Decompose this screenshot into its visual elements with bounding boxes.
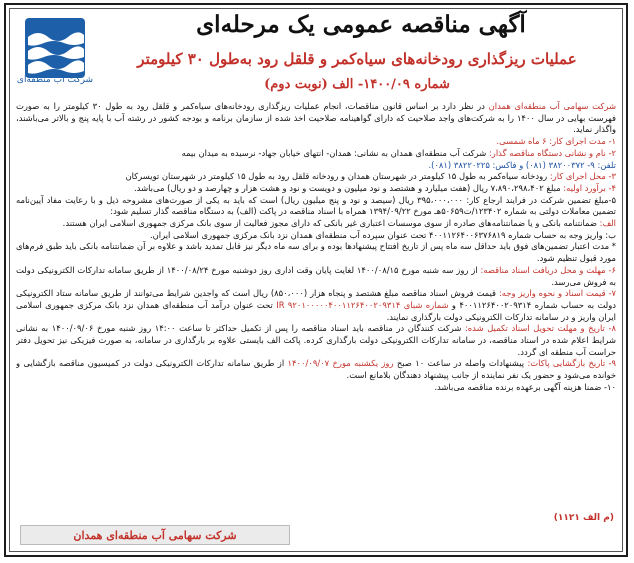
item-10: ۱۰- ضمنا هزینه آگهی برعهده برنده مناقصه می‌باشد.: [434, 381, 616, 392]
item-5a-text: ضمانتنامه بانکی و یا ضمانتنامه‌های صادره از سوی موسسات اعتباری غیر بانکی که دارای مجوز فعالیت از سوی بانک مرکزی جمهوری اسلامی ایران هستند.: [62, 218, 597, 229]
item-8-text: شرکت کنندگان در مناقصه باید اسناد مناقصه را پس از تکمیل حداکثر تا ساعت ۱۴:۰۰ روز شنبه مورخ ۱۴۰۰/۰۹/۰۶ به نشانی شرایط اعلام شده در اسناد مناقصه، در سامانه تدارکات الکترونیکی دولت بارگذاری کرده. پاکت الف بایستی علاوه بر بارگذاری در سامانه، به صورت فیزیکی نیز تحویل دفتر حراست آب منطقه ای گردد.: [16, 323, 616, 357]
intro-org: شرکت سهامی آب منطقه‌ای همدان: [488, 101, 616, 111]
item-6: [16, 265, 616, 288]
intro-paragraph: [16, 101, 616, 136]
item-9-label: ۹- تاریخ بازگشایی پاکات:: [527, 358, 616, 369]
item-9: [16, 358, 616, 381]
item-8: [16, 323, 616, 358]
notice-title: آگهی مناقصه عمومی یک مرحله‌ای: [196, 11, 526, 38]
item-7-text-a: قیمت فروش اسناد مناقصه مبلغ هشتصد و پنجاه هزار (۸۵۰،۰۰۰) ریال است که واجدین شرایط می‌توانند از طریق سامانه ستاد الکترونیکی دولت به حساب شماره ۴۰۰۱۱۲۶۴۰۰۲۰۹۳۱۴ و: [16, 288, 616, 310]
item-7-text-b: تحت عنوان درآمد آب منطقه‌ای همدان نزد بانک مرکزی جمهوری اسلامی ایران واریز و در سامانه تدارکات الکترونیکی دولت بارگذاری نمایند.: [16, 299, 616, 322]
item-8-label: ۸- تاریخ و مهلت تحویل اسناد تکمیل شده:: [464, 323, 616, 334]
phone-line: تلفن: ۹- ۳۸۲۰۰۳۷۲ (۰۸۱) و فاکس: ۳۸۲۲۰۲۲۵ (۰۸۱).: [428, 159, 616, 170]
item-3-text: رودخانه سیاه‌کمر به طول ۱۵ کیلومتر در شهرستان همدان و رودخانه قلقل رود به طول ۱۵ کیلومتر در شهرستان تویسرکان: [125, 171, 548, 182]
item-5a-label: الف:: [599, 218, 616, 229]
item-7: [16, 288, 616, 323]
item-7-sheba: شماره شبای ۹۲۰۱۰۰۰۰۰۴۰۰۱۱۲۶۴۰۰۲۰۹۳۱۴ IR: [276, 299, 449, 310]
footer-org: شرکت سهامی آب منطقه‌ای همدان: [20, 525, 290, 545]
logo-caption: شرکت آب منطقه‌ای: [16, 75, 94, 85]
item-9-text-a: پیشنهادات واصله در ساعت ۱۰ صبح: [396, 358, 525, 369]
notice-subtitle: عملیات ریزگذاری رودخانه‌های سیاه‌کمر و قلقل رود به‌طول ۳۰ کیلومتر: [137, 50, 577, 68]
item-4-label: ۴- برآورد اولیه:: [563, 182, 616, 193]
water-waves-logo-icon: [24, 17, 86, 79]
intro-text: در نظر دارد بر اساس قانون مناقصات، انجام عملیات ریزگذاری رودخانه‌های سیاه‌کمر و قلقل رود به طول ۳۰ کیلومتر را به صورت فهرست بهایی در سال ۱۴۰۰ را به شرکت‌های واجد صلاحیت که دارای گواهینامه صلاحیت اخذ شده از سازمان برنامه و بودجه کشور در رشته آب با پایه پنج و بالاتر می‌باشند، واگذار نماید.: [16, 101, 616, 135]
item-9-text-b: از طریق سامانه تدارکات الکترونیکی دولت در کمیسیون مناقصه بازگشایی و خوانده می‌شود و حضور یک نفر نماینده از جانب پیشنهاد دهندگان بلامانع است.: [16, 358, 616, 381]
item-5a: [16, 218, 616, 230]
item-3-label: ۳- محل اجرای کار:: [549, 171, 616, 182]
item-9-date: روز یکشنبه مورخ ۱۴۰۰/۰۹/۰۷: [287, 358, 394, 369]
item-6-label: ۶- مهلت و محل دریافت اسناد مناقصه:: [480, 264, 616, 275]
item-1: ۱- مدت اجرای کار: ۶ ماه شمسی.: [496, 136, 616, 147]
item-2-text: شرکت آب منطقه‌ای همدان به نشانی: همدان- انتهای خیابان جهاد- نرسیده به میدان بیمه: [181, 147, 487, 158]
item-2-label: ۲- نام و نشانی دستگاه مناقصه گذار:: [488, 147, 616, 158]
item-5b: ب: واریز وجه به حساب شماره ۴۰۰۱۱۲۶۴۰۰۶۳۷۶۸۱۹ تحت عنوان سپرده آب منطقه‌ای همدان نزد بانک مرکزی جمهوری اسلامی ایران.: [149, 229, 616, 240]
notice-frame: [4, 3, 628, 557]
notice-body: [16, 101, 616, 521]
item-5: ۵-مبلغ تضمین شرکت در فرایند ارجاع کار: ۳۹۵،۰۰۰،۰۰۰ ریال (سیصد و نود و پنج میلیون ریال) است که باید به یکی از صورت‌های مشروحه ذیل و با رعایت مفاد آیین‌نامه تضمین معاملات دولتی به شماره ۱۲۳۴۰۲/ت۵۰۶۵۹هـ مورخ ۱۳۹۴/۰۹/۲۲ همراه با اسناد مناقصه در پاکت (الف) به دستگاه مناقصه گذار تسلیم شود:: [16, 194, 616, 217]
notice-number: شماره ۱۴۰۰/۰۹- الف (نوبت دوم): [264, 77, 450, 92]
item-6-text: از روز سه شنبه مورخ ۱۴۰۰/۰۸/۱۵ لغایت پایان وقت اداری روز دوشنبه مورخ ۱۴۰۰/۰۸/۲۴ از طریق سامانه تدارکات الکترونیکی دولت به فروش می‌رسد.: [16, 264, 616, 287]
item-3: [16, 171, 616, 183]
item-5c: * مدت اعتبار تضمین‌های فوق باید حداقل سه ماه پس از تاریخ افتتاح پیشنهادها بوده و برای سه ماه دیگر نیز قابل تمدید باشد و علاوه بر آن ضمانتنامه بانکی باید طبق فرم‌های مورد قبول تنظیم شود.: [16, 241, 616, 264]
item-7-label: ۷- قیمت اسناد و نحوه واریز وجه:: [498, 288, 616, 299]
item-4: [16, 183, 616, 195]
item-2: [16, 148, 616, 160]
notice-code: (م الف ۱۱۲۱): [553, 513, 614, 523]
item-4-text: مبلغ ۷،۸۹۰،۲۹۸،۴۰۲ ریال (هفت میلیارد و هشتصد و نود میلیون و دویست و نود و هشت هزار و چهارصد و دو ریال) می‌باشد.: [134, 182, 561, 193]
